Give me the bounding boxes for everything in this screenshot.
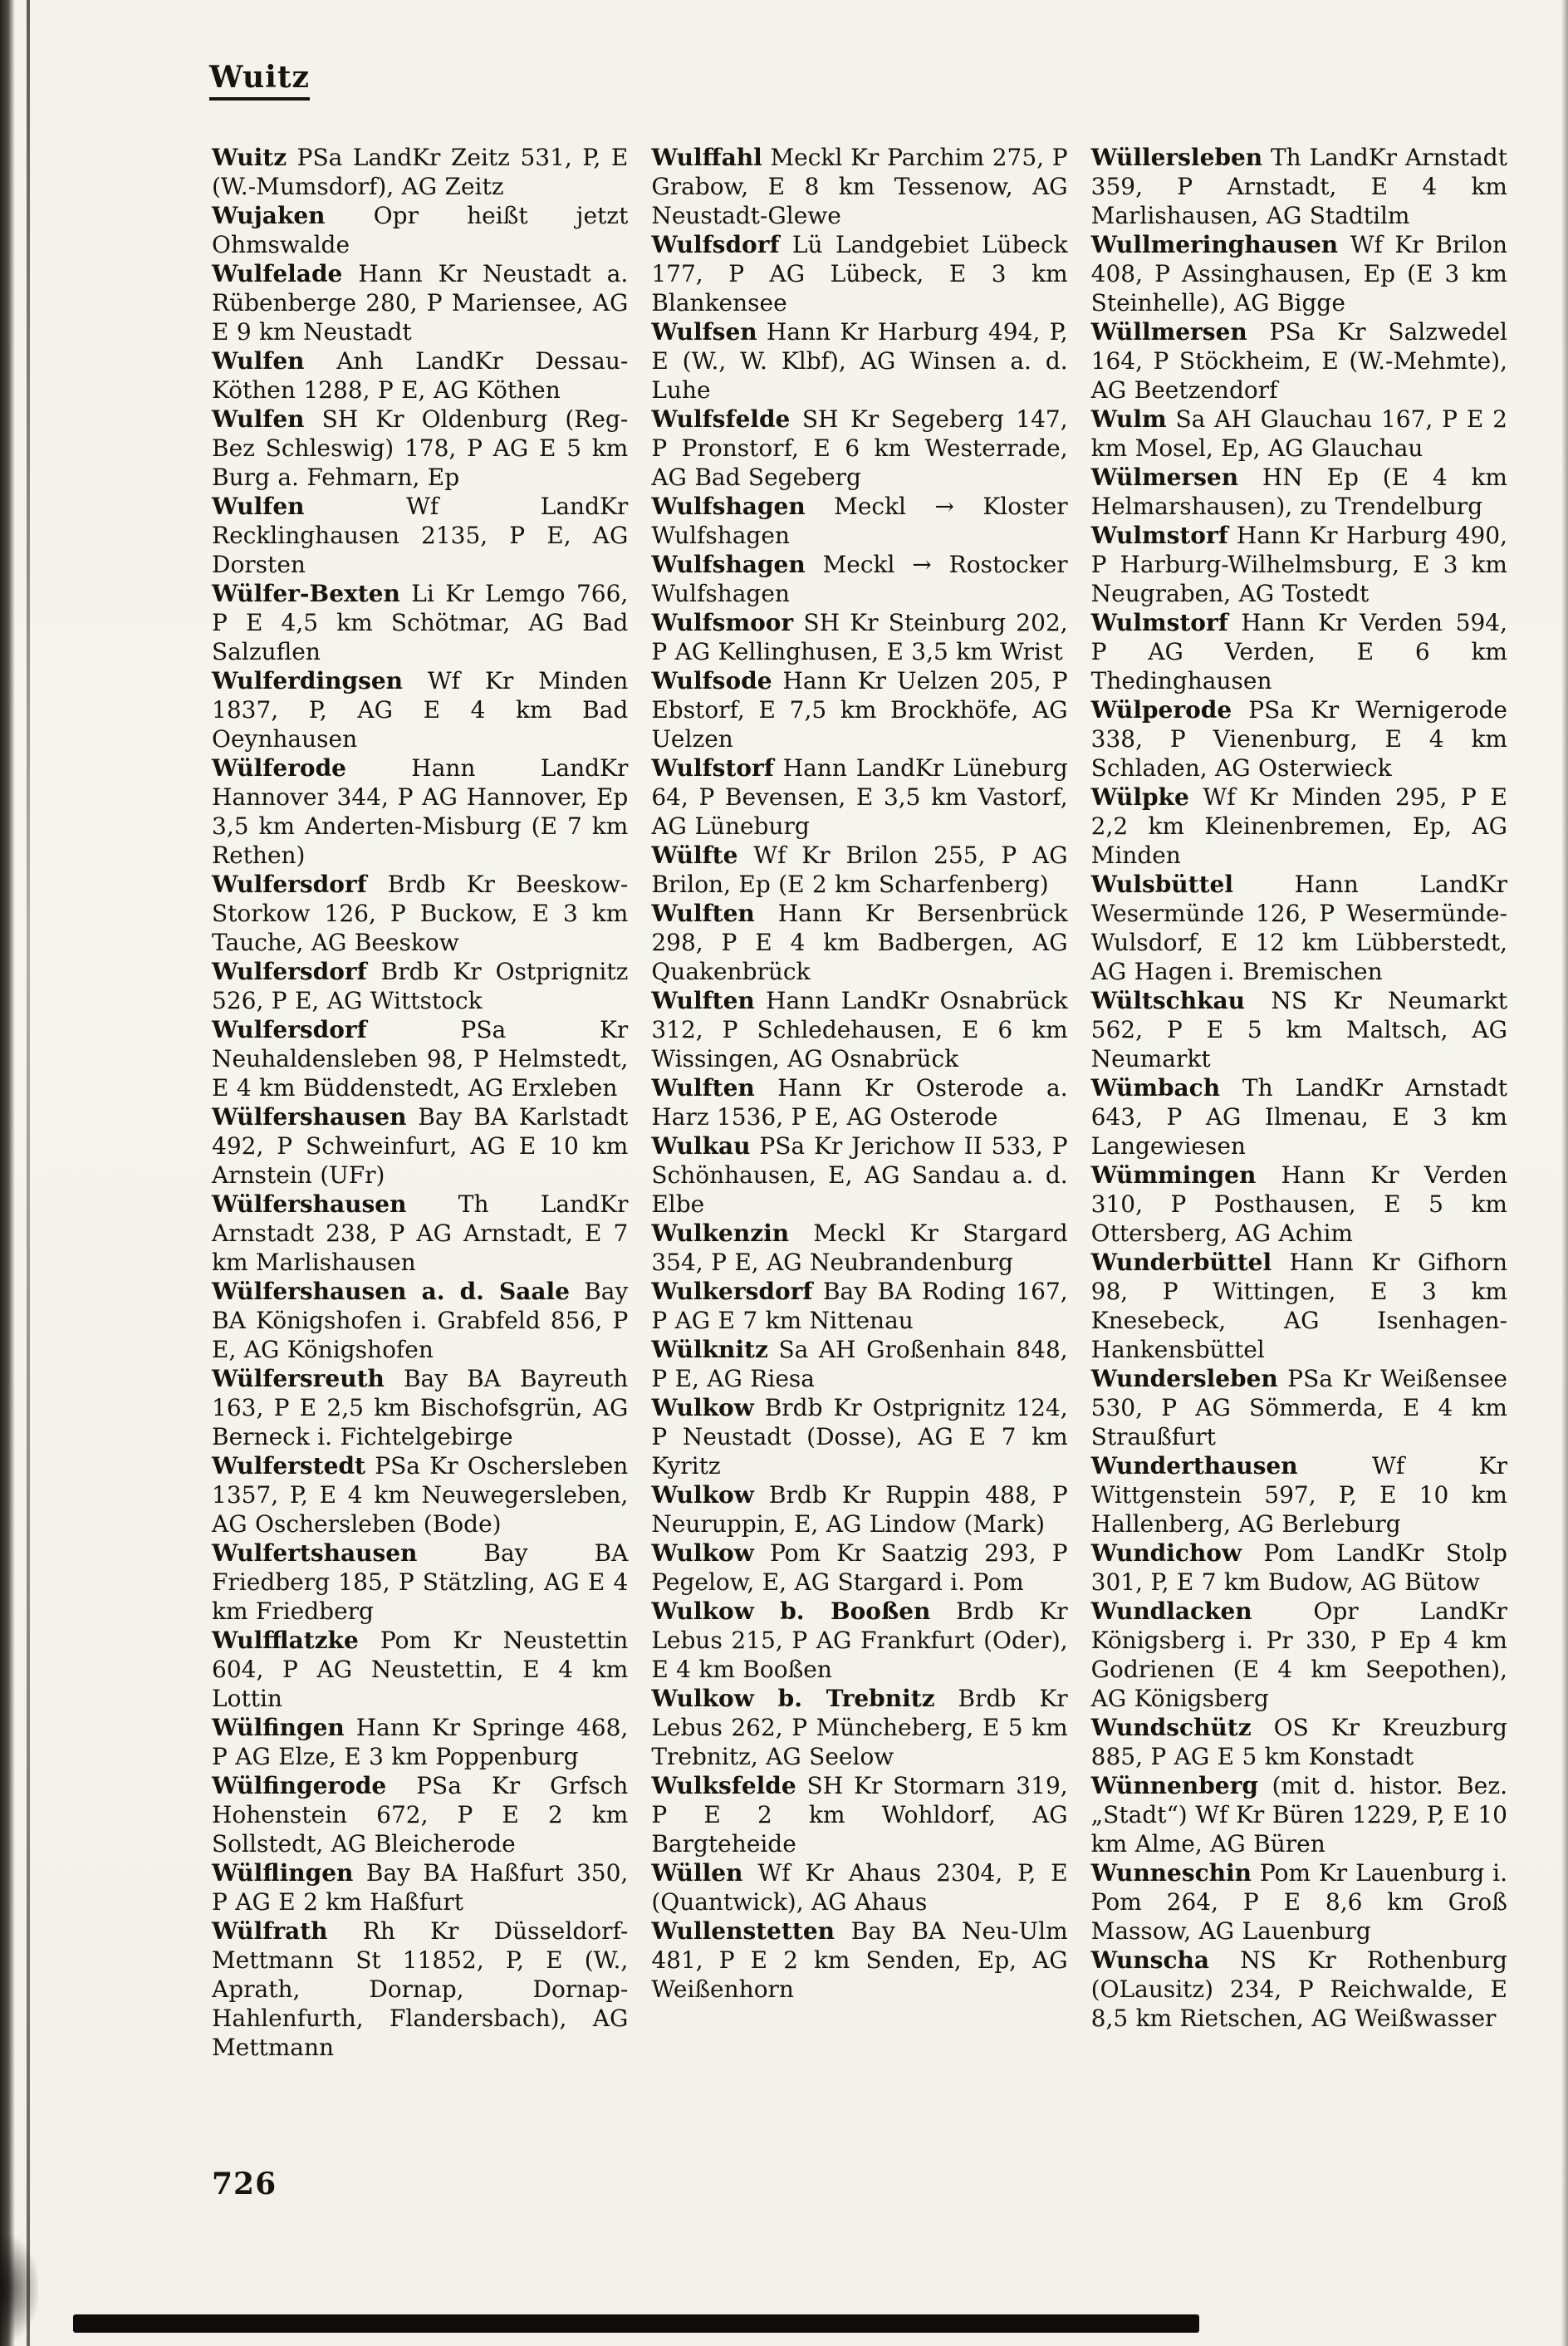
gazetteer-entry: Wulfstorf Hann LandKr Lüneburg 64, P Bevensen, E 3,5 km Vastorf, AG Lüneburg	[651, 754, 1068, 840]
entry-headword: Wulfersdorf	[212, 1016, 367, 1043]
entry-headword: Wulmstorf	[1090, 609, 1228, 636]
gazetteer-entry: Wundersleben PSa Kr Weißensee 530, P AG Sömmerda, E 4 km Straußfurt	[1090, 1365, 1507, 1450]
entry-headword: Wundschütz	[1090, 1714, 1252, 1741]
scan-right-shadow	[1561, 0, 1568, 2346]
entry-headword: Wülperode	[1090, 696, 1232, 724]
gazetteer-entry: Wulkersdorf Bay BA Roding 167, P AG E 7 km Nittenau	[651, 1278, 1068, 1334]
entry-headword: Wulfstorf	[651, 754, 774, 782]
entry-headword: Wulfshagen	[651, 493, 806, 520]
entry-headword: Wundlacken	[1090, 1598, 1252, 1625]
entry-headword: Wüllmersen	[1090, 318, 1247, 346]
entry-headword: Wülfershausen	[212, 1103, 407, 1131]
entry-headword: Wültschkau	[1090, 987, 1245, 1014]
gazetteer-entry: Wundlacken Opr LandKr Königsberg i. Pr 330, P Ep 4 km Godrienen (E 4 km Seepothen), AG Königsberg	[1090, 1598, 1507, 1712]
text-column-2	[651, 143, 1067, 2004]
entry-headword: Wundichow	[1090, 1539, 1242, 1567]
entry-headword: Wülfingen	[212, 1714, 345, 1741]
entry-headword: Wunderbüttel	[1090, 1249, 1272, 1276]
gazetteer-entry: Wulkow Brdb Kr Ruppin 488, P Neuruppin, E, AG Lindow (Mark)	[651, 1481, 1068, 1538]
gazetteer-entry: Wulfsen Hann Kr Harburg 494, P, E (W., W. Klbf), AG Winsen a. d. Luhe	[651, 318, 1068, 404]
entry-headword: Wujaken	[212, 202, 326, 229]
scan-corner-smudge	[0, 2235, 38, 2343]
gazetteer-entry: Wundschütz OS Kr Kreuzburg 885, P AG E 5 km Konstadt	[1090, 1714, 1507, 1770]
gazetteer-entry: Wulften Hann LandKr Osnabrück 312, P Schledehausen, E 6 km Wissingen, AG Osnabrück	[651, 987, 1068, 1072]
entry-headword: Wulferstedt	[212, 1452, 365, 1480]
gazetteer-entry: Wulmstorf Hann Kr Verden 594, P AG Verden, E 6 km Thedinghausen	[1090, 609, 1507, 694]
gazetteer-entry: Wulffahl Meckl Kr Parchim 275, P Grabow, E 8 km Tessenow, AG Neustadt-Glewe	[651, 144, 1068, 229]
gazetteer-entry: Wulkow b. Trebnitz Brdb Kr Lebus 262, P Müncheberg, E 5 km Trebnitz, AG Seelow	[651, 1685, 1068, 1770]
gazetteer-entry: Wunscha NS Kr Rothenburg (OLausitz) 234, P Reichwalde, E 8,5 km Rietschen, AG Weißwasser	[1090, 1946, 1507, 2032]
entry-headword: Wülfingerode	[212, 1772, 387, 1799]
entry-headword: Wülmersen	[1090, 464, 1239, 491]
scan-artifact-bar	[73, 2314, 1199, 2333]
gazetteer-entry: Wulksfelde SH Kr Stormarn 319, P E 2 km Wohldorf, AG Bargteheide	[651, 1772, 1068, 1858]
entry-headword: Wundersleben	[1090, 1365, 1278, 1392]
entry-headword: Wulkau	[651, 1132, 751, 1160]
gazetteer-entry: Wulften Hann Kr Osterode a. Harz 1536, P E, AG Osterode	[651, 1074, 1068, 1131]
gazetteer-entry: Wülmersen HN Ep (E 4 km Helmarshausen), zu Trendelburg	[1090, 464, 1507, 520]
entry-headword: Wulfsen	[651, 318, 757, 346]
entry-headword: Wulferdingsen	[212, 667, 404, 694]
entry-headword: Wulm	[1090, 405, 1167, 433]
entry-headword: Wülpke	[1090, 783, 1189, 811]
gazetteer-entry: Wulferstedt PSa Kr Oschersleben 1357, P, E 4 km Neuwegersleben, AG Oschersleben (Bode)	[212, 1452, 629, 1538]
entry-headword: Wulmstorf	[1090, 522, 1228, 549]
gazetteer-entry: Wulfen SH Kr Oldenburg (Reg-Bez Schleswig) 178, P AG E 5 km Burg a. Fehmarn, Ep	[212, 405, 629, 491]
gazetteer-entry: Wulften Hann Kr Bersenbrück 298, P E 4 km Badbergen, AG Quakenbrück	[651, 900, 1068, 985]
gazetteer-entry: Wullmeringhausen Wf Kr Brilon 408, P Assinghausen, Ep (E 3 km Steinhelle), AG Bigge	[1090, 231, 1507, 317]
gazetteer-entry: Wunderbüttel Hann Kr Gifhorn 98, P Wittingen, E 3 km Knesebeck, AG Isenhagen-Hankensbüttel	[1090, 1249, 1507, 1363]
gazetteer-entry: Wülpke Wf Kr Minden 295, P E 2,2 km Kleinenbremen, Ep, AG Minden	[1090, 783, 1507, 869]
entry-headword: Wulfersdorf	[212, 871, 367, 898]
text-column-1	[212, 143, 628, 2062]
entry-headword: Wüllen	[651, 1859, 743, 1887]
entry-headword: Wümmingen	[1090, 1161, 1257, 1189]
entry-headword: Wullmeringhausen	[1090, 231, 1339, 258]
scan-gutter-shadow	[0, 0, 15, 2346]
gazetteer-entry: Wümmingen Hann Kr Verden 310, P Posthausen, E 5 km Ottersberg, AG Achim	[1090, 1161, 1507, 1247]
gazetteer-entry: Wülflingen Bay BA Haßfurt 350, P AG E 2 km Haßfurt	[212, 1859, 629, 1916]
entry-headword: Wulfersdorf	[212, 958, 367, 985]
entry-headword: Wulfelade	[212, 260, 343, 287]
entry-headword: Wulkow	[651, 1394, 754, 1421]
gazetteer-entry: Wulm Sa AH Glauchau 167, P E 2 km Mosel, Ep, AG Glauchau	[1090, 405, 1507, 462]
gazetteer-entry: Wültschkau NS Kr Neumarkt 562, P E 5 km Maltsch, AG Neumarkt	[1090, 987, 1507, 1072]
entry-headword: Wunderthausen	[1090, 1452, 1298, 1480]
entry-headword: Wulften	[651, 900, 755, 927]
entry-headword: Wunneschin	[1090, 1859, 1252, 1887]
gazetteer-entry: Wulkenzin Meckl Kr Stargard 354, P E, AG Neubrandenburg	[651, 1220, 1068, 1276]
gazetteer-entry: Wulfersdorf Brdb Kr Beeskow-Storkow 126, P Buckow, E 3 km Tauche, AG Beeskow	[212, 871, 629, 956]
gazetteer-entry: Wülfersreuth Bay BA Bayreuth 163, P E 2,5 km Bischofsgrün, AG Berneck i. Fichtelgebirge	[212, 1365, 629, 1450]
entry-headword: Wulfflatzke	[212, 1627, 359, 1654]
entry-headword: Wulften	[651, 1074, 755, 1102]
entry-headword: Wulkow b. Trebnitz	[651, 1685, 935, 1712]
entry-headword: Wünnenberg	[1090, 1772, 1258, 1799]
entry-headword: Wulksfelde	[651, 1772, 796, 1799]
entry-headword: Wulfen	[212, 405, 305, 433]
gazetteer-entry: Wulfsode Hann Kr Uelzen 205, P Ebstorf, E 7,5 km Brockhöfe, AG Uelzen	[651, 667, 1068, 753]
running-head-word: Wuitz	[209, 60, 310, 101]
entry-headword: Wulffahl	[651, 144, 762, 171]
entry-headword: Wulfen	[212, 347, 305, 375]
gazetteer-entry: Wülfershausen Bay BA Karlstadt 492, P Schweinfurt, AG E 10 km Arnstein (UFr)	[212, 1103, 629, 1189]
gazetteer-entry: Wulfertshausen Bay BA Friedberg 185, P Stätzling, AG E 4 km Friedberg	[212, 1539, 629, 1625]
entry-headword: Wulkow	[651, 1481, 754, 1509]
gazetteer-entry: Wulsbüttel Hann LandKr Wesermünde 126, P Wesermünde-Wulsdorf, E 12 km Lübberstedt, AG Hagen i. Bremischen	[1090, 871, 1507, 985]
gazetteer-entry: Wulfen Wf LandKr Recklinghausen 2135, P E, AG Dorsten	[212, 493, 629, 578]
entry-headword: Wulfsode	[651, 667, 772, 694]
entry-headword: Wulfsmoor	[651, 609, 794, 636]
entry-headword: Wüllersleben	[1090, 144, 1263, 171]
entry-headword: Wulkow	[651, 1539, 754, 1567]
entry-headword: Wulfsfelde	[651, 405, 791, 433]
gazetteer-entry: Wuitz PSa LandKr Zeitz 531, P, E (W.-Mumsdorf), AG Zeitz	[212, 144, 629, 200]
gazetteer-entry: Wulmstorf Hann Kr Harburg 490, P Harburg-Wilhelmsburg, E 3 km Neugraben, AG Tostedt	[1090, 522, 1507, 607]
gazetteer-entry: Wümbach Th LandKr Arnstadt 643, P AG Ilmenau, E 3 km Langewiesen	[1090, 1074, 1507, 1160]
entry-headword: Wunscha	[1090, 1946, 1209, 1974]
entry-headword: Wulfsdorf	[651, 231, 780, 258]
gazetteer-entry: Wulkau PSa Kr Jerichow II 533, P Schönhausen, E, AG Sandau a. d. Elbe	[651, 1132, 1068, 1218]
entry-headword: Wülfer-Bexten	[212, 580, 400, 607]
entry-headword: Wülfersreuth	[212, 1365, 385, 1392]
gazetteer-entry: Wüllen Wf Kr Ahaus 2304, P, E (Quantwick), AG Ahaus	[651, 1859, 1068, 1916]
entry-headword: Wülflingen	[212, 1859, 354, 1887]
gazetteer-entry: Wulfflatzke Pom Kr Neustettin 604, P AG Neustettin, E 4 km Lottin	[212, 1627, 629, 1712]
gazetteer-entry: Wunderthausen Wf Kr Wittgenstein 597, P, E 10 km Hallenberg, AG Berleburg	[1090, 1452, 1507, 1538]
entry-headword: Wulsbüttel	[1090, 871, 1233, 898]
gazetteer-entry: Wulfen Anh LandKr Dessau-Köthen 1288, P E, AG Köthen	[212, 347, 629, 404]
gazetteer-entry: Wulfshagen Meckl → Kloster Wulfshagen	[651, 493, 1068, 549]
gazetteer-entry: Wünnenberg (mit d. histor. Bez. „Stadt“) Wf Kr Büren 1229, P, E 10 km Alme, AG Büren	[1090, 1772, 1507, 1858]
entry-headword: Wümbach	[1090, 1074, 1221, 1102]
entry-headword: Wulfertshausen	[212, 1539, 418, 1567]
gazetteer-entry: Wulfsfelde SH Kr Segeberg 147, P Pronstorf, E 6 km Westerrade, AG Bad Segeberg	[651, 405, 1068, 491]
entry-headword: Wuitz	[212, 144, 287, 171]
gazetteer-entry: Wülfershausen Th LandKr Arnstadt 238, P AG Arnstadt, E 7 km Marlishausen	[212, 1190, 629, 1276]
gazetteer-entry: Wulfelade Hann Kr Neustadt a. Rübenberge 280, P Mariensee, AG E 9 km Neustadt	[212, 260, 629, 346]
gazetteer-entry: Wulfshagen Meckl → Rostocker Wulfshagen	[651, 551, 1068, 607]
gazetteer-entry: Wullenstetten Bay BA Neu-Ulm 481, P E 2 km Senden, Ep, AG Weißenhorn	[651, 1917, 1068, 2003]
gazetteer-entry: Wulkow b. Booßen Brdb Kr Lebus 215, P AG Frankfurt (Oder), E 4 km Booßen	[651, 1598, 1068, 1683]
entry-headword: Wülfershausen	[212, 1190, 407, 1218]
scan-binding-line	[27, 0, 30, 2346]
gazetteer-entry: Wülfingen Hann Kr Springe 468, P AG Elze, E 3 km Poppenburg	[212, 1714, 629, 1770]
gazetteer-entry: Wulkow Pom Kr Saatzig 293, P Pegelow, E, AG Stargard i. Pom	[651, 1539, 1068, 1596]
entry-headword: Wulkow b. Booßen	[651, 1598, 931, 1625]
gazetteer-entry: Wunneschin Pom Kr Lauenburg i. Pom 264, P E 8,6 km Groß Massow, AG Lauenburg	[1090, 1859, 1507, 1945]
gazetteer-entry: Wulferdingsen Wf Kr Minden 1837, P, AG E 4 km Bad Oeynhausen	[212, 667, 629, 753]
gazetteer-columns	[212, 143, 1507, 2062]
gazetteer-entry: Wülperode PSa Kr Wernigerode 338, P Vienenburg, E 4 km Schladen, AG Osterwieck	[1090, 696, 1507, 782]
entry-headword: Wulfshagen	[651, 551, 806, 578]
entry-headword: Wulkersdorf	[651, 1278, 813, 1305]
gazetteer-entry: Wülfer-Bexten Li Kr Lemgo 766, P E 4,5 km Schötmar, AG Bad Salzuflen	[212, 580, 629, 665]
entry-headword: Wulften	[651, 987, 755, 1014]
entry-headword: Wülferode	[212, 754, 346, 782]
entry-headword: Wülfrath	[212, 1917, 328, 1945]
entry-headword: Wulfen	[212, 493, 305, 520]
page-number: 726	[212, 2167, 277, 2201]
gazetteer-entry: Wüllersleben Th LandKr Arnstadt 359, P Arnstadt, E 4 km Marlishausen, AG Stadtilm	[1090, 144, 1507, 229]
gazetteer-entry: Wujaken Opr heißt jetzt Ohmswalde	[212, 202, 629, 258]
gazetteer-entry: Wülferode Hann LandKr Hannover 344, P AG Hannover, Ep 3,5 km Anderten-Misburg (E 7 km Rethen)	[212, 754, 629, 869]
entry-headword: Wullenstetten	[651, 1917, 835, 1945]
entry-headword: Wülfte	[651, 842, 738, 869]
gazetteer-entry: Wulkow Brdb Kr Ostprignitz 124, P Neustadt (Dosse), AG E 7 km Kyritz	[651, 1394, 1068, 1480]
entry-headword: Wülfershausen a. d. Saale	[212, 1278, 570, 1305]
gazetteer-entry: Wulfsmoor SH Kr Steinburg 202, P AG Kellinghusen, E 3,5 km Wrist	[651, 609, 1068, 665]
gazetteer-entry: Wülfte Wf Kr Brilon 255, P AG Brilon, Ep (E 2 km Scharfenberg)	[651, 842, 1068, 898]
gazetteer-entry: Wülfingerode PSa Kr Grfsch Hohenstein 672, P E 2 km Sollstedt, AG Bleicherode	[212, 1772, 629, 1858]
text-column-3	[1091, 143, 1507, 2033]
gazetteer-entry: Wülfrath Rh Kr Düsseldorf-Mettmann St 11852, P, E (W., Aprath, Dornap, Dornap-Hahlenfurth, Flandersbach), AG Mettmann	[212, 1917, 629, 2061]
gazetteer-entry: Wülfershausen a. d. Saale Bay BA Königshofen i. Grabfeld 856, P E, AG Königshofen	[212, 1278, 629, 1363]
entry-headword: Wulkenzin	[651, 1220, 790, 1247]
entry-headword: Wülknitz	[651, 1336, 768, 1363]
gazetteer-entry: Wüllmersen PSa Kr Salzwedel 164, P Stöckheim, E (W.-Mehmte), AG Beetzendorf	[1090, 318, 1507, 404]
gazetteer-entry: Wulfsdorf Lü Landgebiet Lübeck 177, P AG Lübeck, E 3 km Blankensee	[651, 231, 1068, 317]
gazetteer-entry: Wulfersdorf PSa Kr Neuhaldensleben 98, P Helmstedt, E 4 km Büddenstedt, AG Erxleben	[212, 1016, 629, 1102]
gazetteer-entry: Wundichow Pom LandKr Stolp 301, P, E 7 km Budow, AG Bütow	[1090, 1539, 1507, 1596]
gazetteer-entry: Wulfersdorf Brdb Kr Ostprignitz 526, P E, AG Wittstock	[212, 958, 629, 1014]
gazetteer-entry: Wülknitz Sa AH Großenhain 848, P E, AG Riesa	[651, 1336, 1068, 1392]
page-header	[209, 60, 310, 101]
